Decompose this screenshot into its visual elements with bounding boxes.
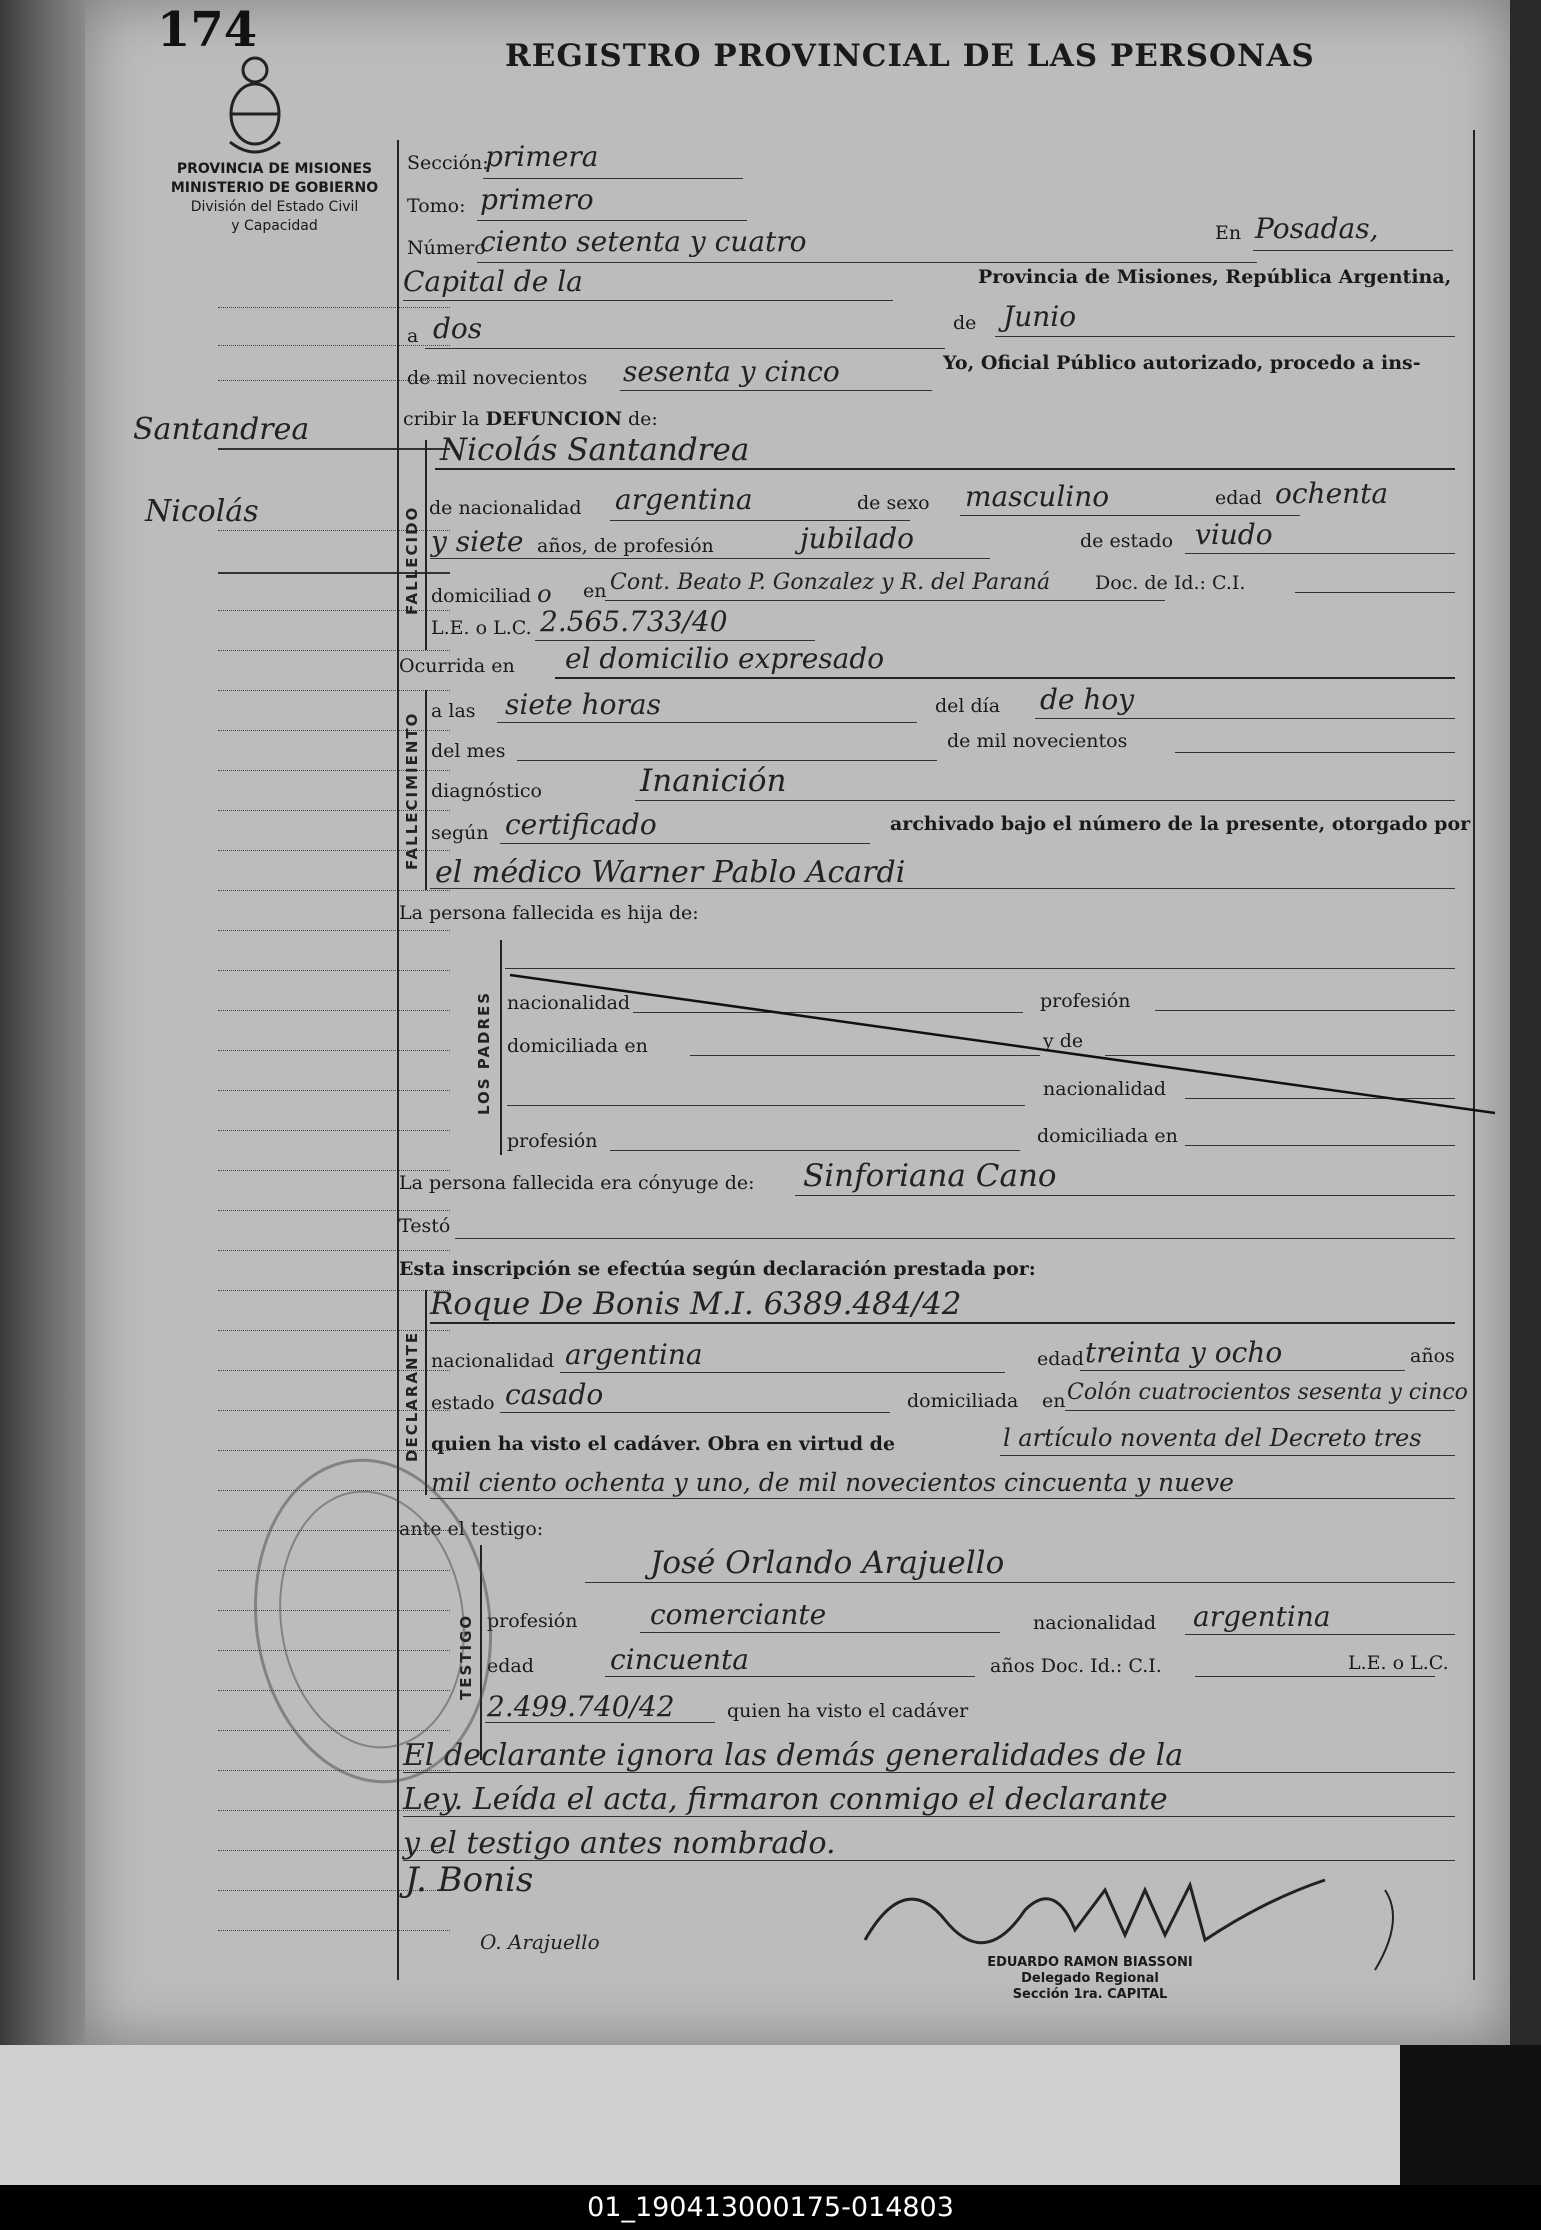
official-section: Sección 1ra. CAPITAL [1012,1987,1168,2002]
fallecido-side-label: FALLECIDO [403,505,421,615]
capital-value: Capital de la [403,265,583,298]
numero-value: ciento setenta y cuatro [480,225,807,258]
ocurrida-label: Ocurrida en [399,655,515,677]
conyuge-label: La persona fallecida era cónyuge de: [399,1172,755,1194]
seccion-value: primera [485,140,599,173]
declarante-bracket [425,1290,427,1495]
en-value: Posadas, [1255,212,1379,245]
padres-bracket [500,940,502,1155]
declarante-visto-text: quien ha visto el cadáver. Obra en virtud de [431,1433,896,1455]
declarante-side-label: DECLARANTE [403,1330,421,1462]
edad-value: ochenta [1275,477,1389,510]
anio-value: sesenta y cinco [623,355,840,388]
le-label: L.E. o L.C. [431,617,532,639]
testigo-profesion-label: profesión [487,1610,578,1632]
testigo-side-label: TESTIGO [457,1613,475,1700]
issuer-capacity: y Capacidad [231,218,318,234]
conyuge-value: Sinforiana Cano [803,1158,1057,1194]
closing-line-3: y el testigo antes nombrado. [403,1826,836,1861]
estado-label: de estado [1080,530,1174,552]
declarante-nacionalidad-value: argentina [565,1338,703,1371]
margin-given-name: Nicolás [145,494,259,529]
declarante-domiciliada-label: domiciliada [907,1390,1019,1412]
tomo-label: Tomo: [407,195,466,217]
mes-value: Junio [1003,300,1077,333]
declarante-nacionalidad-label: nacionalidad [431,1350,555,1372]
register-page [85,0,1510,2045]
padre-profesion-label: profesión [1040,990,1131,1012]
desk-surface [0,2045,1400,2185]
edad-label: edad [1215,487,1262,509]
sexo-label: de sexo [857,492,930,514]
madre-profesion-label: profesión [507,1130,598,1152]
estado-value: viudo [1195,518,1273,551]
a-label: a [407,325,419,347]
oficial-text: Yo, Oficial Público autorizado, procedo a ins- [943,352,1421,374]
sexo-value: masculino [965,480,1110,513]
madre-label: y de [1043,1030,1084,1052]
issuer-ministry: MINISTERIO DE GOBIERNO [170,180,379,196]
book-spine [0,0,85,2045]
domicilio-en-label: en [583,580,607,602]
testigo-le-label: L.E. o L.C. [1348,1652,1449,1674]
testigo-name: José Orlando Arajuello [650,1545,1005,1581]
testigo-edad-value: cincuenta [610,1643,749,1676]
domiciliado-text: domiciliad [431,585,532,607]
padre-domiciliada-label: domiciliada en [507,1035,648,1057]
fallecimiento-bracket [425,690,427,890]
diagnostico-value: Inanición [640,763,787,799]
declarante-domicilio-value: Colón cuatrocientos sesenta y cinco [1067,1380,1468,1405]
declaracion-intro: Esta inscripción se efectúa según declaración prestada por: [399,1258,1036,1280]
official-name: EDUARDO RAMON BIASSONI [987,1955,1193,1970]
diagnostico-label: diagnóstico [431,780,542,802]
madre-domiciliada-label: domiciliada en [1037,1125,1178,1147]
tomo-value: primero [480,183,594,216]
fallecimiento-side-label: FALLECIMIENTO [403,711,421,870]
mil-fallecimiento-label: de mil novecientos [947,730,1128,752]
page-number: 174 [157,2,258,58]
segun-value: certificado [505,808,657,841]
declarante-virtud-value: l artículo noventa del Decreto tres [1003,1424,1422,1452]
margin-surname: Santandrea [133,412,310,447]
defuncion-label: DEFUNCION [485,408,622,430]
image-caption: 01_190413000175-014803 [0,2185,1541,2230]
cribir-text [403,408,658,430]
official-role: Delegado Regional [1021,1971,1159,1986]
ocurrida-value: el domicilio expresado [565,642,885,675]
declarante-name: Roque De Bonis M.I. 6389.484/42 [430,1286,962,1322]
del-dia-label: del día [935,695,1001,717]
provincia-text: Provincia de Misiones, República Argentina, [978,266,1452,288]
de-label: de [953,312,977,334]
declarante-anios-label: años [1410,1345,1455,1367]
padres-side-label: LOS PADRES [475,990,493,1115]
domicilio-value: Cont. Beato P. Gonzalez y R. del Paraná [610,570,1051,595]
declarante-edad-value: treinta y ocho [1085,1336,1283,1369]
fallecido-name: Nicolás Santandrea [440,432,750,468]
archivado-text: archivado bajo el número de la presente, otorgado por [890,813,1471,835]
testigo-edad-label: edad [487,1655,534,1677]
doc-label: Doc. de Id.: C.I. [1095,572,1246,594]
le-value: 2.565.733/40 [540,605,728,638]
testo-label: Testó [399,1215,451,1237]
testigo-intro: ante el testigo: [399,1518,544,1540]
anios-profesion-label: años, de profesión [537,535,714,557]
medico-value: el médico Warner Pablo Acardi [435,855,906,890]
declarante-en-label: en [1042,1390,1066,1412]
testigo-anios-doc-label: años Doc. Id.: C.I. [990,1655,1162,1677]
testigo-nacionalidad-value: argentina [1193,1600,1331,1633]
en-label: En [1215,222,1242,244]
a-las-label: a las [431,700,476,722]
dia-fallecimiento-value: de hoy [1040,683,1135,716]
official-stamp-text [930,1955,1250,2003]
testigo-profesion-value: comerciante [650,1598,827,1631]
declarante-edad-label: edad [1037,1348,1084,1370]
coat-of-arms-icon [220,42,290,157]
signature-declarante: J. Bonis [405,1860,534,1900]
segun-label: según [431,822,489,844]
profesion-value: jubilado [800,522,915,555]
padres-intro: La persona fallecida es hija de: [399,902,699,924]
declarante-estado-label: estado [431,1392,495,1414]
nacionalidad-label: de nacionalidad [429,497,582,519]
domiciliado-suffix: o [537,580,552,608]
issuer-block [147,160,402,236]
declarante-virtud-cont: mil ciento ochenta y uno, de mil novecientos cincuenta y nueve [431,1468,1234,1497]
closing-line-2: Ley. Leída el acta, firmaron conmigo el declarante [403,1782,1168,1817]
signature-testigo: O. Arajuello [480,1930,600,1954]
testigo-le-value: 2.499.740/42 [487,1690,675,1723]
seccion-label: Sección: [407,152,489,174]
dark-corner [1400,2045,1541,2185]
cribir-label: cribir la [403,408,480,430]
de-colon: de: [627,408,658,430]
edad-cont-value: y siete [431,525,524,558]
testigo-nacionalidad-label: nacionalidad [1033,1612,1157,1634]
padre-nacionalidad-label: nacionalidad [507,992,631,1014]
del-mes-label: del mes [431,740,506,762]
padres-strike-line [505,970,1505,1120]
declarante-estado-value: casado [505,1378,604,1411]
hora-value: siete horas [505,688,661,721]
madre-nacionalidad-label: nacionalidad [1043,1078,1167,1100]
mil-label: de mil novecientos [407,367,588,389]
dia-value: dos [433,312,483,345]
issuer-province: PROVINCIA DE MISIONES [176,161,373,177]
fallecido-bracket [425,440,427,650]
testigo-visto-text: quien ha visto el cadáver [727,1700,969,1722]
numero-label: Número [407,237,486,259]
closing-line-1: El declarante ignora las demás generalidades de la [403,1738,1184,1773]
issuer-division: División del Estado Civil [190,199,359,215]
nacionalidad-value: argentina [615,483,753,516]
page-title: REGISTRO PROVINCIAL DE LAS PERSONAS [505,38,1315,74]
domiciliado-label [431,580,552,608]
